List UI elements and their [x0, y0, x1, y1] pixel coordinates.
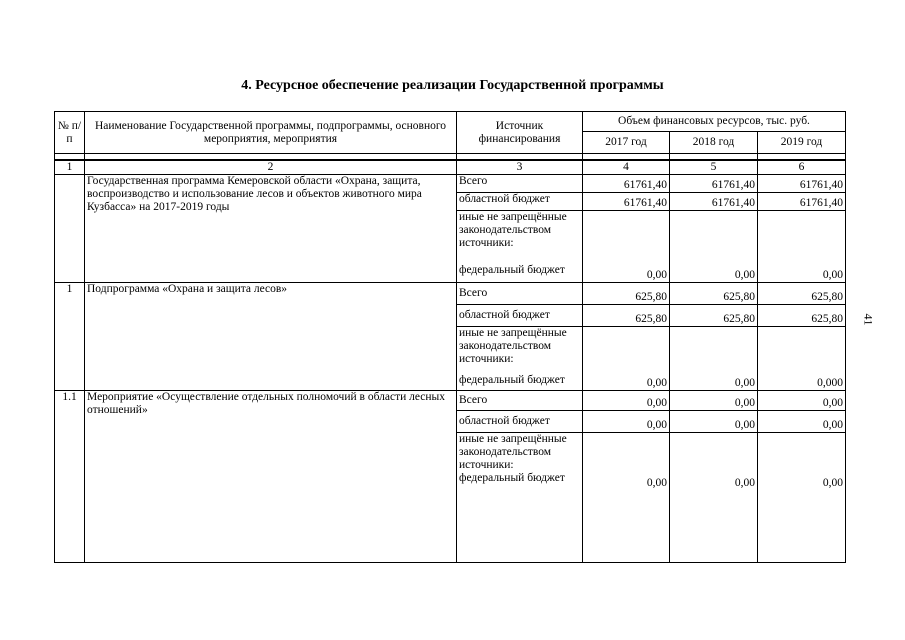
value-cell: 0,00: [670, 432, 758, 562]
value-cell: 625,80: [670, 282, 758, 304]
page-number: 41: [861, 313, 876, 326]
source-cell: Всего: [457, 174, 583, 192]
value-cell: 0,000: [758, 326, 846, 390]
value-cell: 61761,40: [758, 192, 846, 210]
col-number: 2: [85, 160, 457, 175]
header-source: Источник финансирования: [457, 112, 583, 154]
row-num: 1.1: [55, 390, 85, 562]
value-cell: 0,00: [670, 410, 758, 432]
source-cell: областной бюджет: [457, 192, 583, 210]
value-cell: 61761,40: [670, 174, 758, 192]
page-title: 4. Ресурсное обеспечение реализации Государственной программы: [241, 78, 664, 93]
value-cell: 625,80: [670, 304, 758, 326]
value-cell: 0,00: [670, 210, 758, 282]
source-cell: Всего: [457, 390, 583, 410]
value-cell: 0,00: [670, 326, 758, 390]
value-cell: 0,00: [583, 210, 670, 282]
source-cell: областной бюджет: [457, 410, 583, 432]
value-cell: 0,00: [583, 326, 670, 390]
value-cell: 625,80: [758, 304, 846, 326]
value-cell: 0,00: [583, 410, 670, 432]
value-cell: 61761,40: [670, 192, 758, 210]
source-cell: Всего: [457, 282, 583, 304]
table-row: [55, 390, 846, 410]
row-num: 1: [55, 282, 85, 390]
row-name: Подпрограмма «Охрана и защита лесов»: [85, 282, 457, 390]
value-cell: 61761,40: [583, 192, 670, 210]
header-year-2017: 2017 год: [583, 132, 670, 154]
source-cell: иные не запрещённые законодательством источники:: [457, 210, 583, 260]
row-num: [55, 174, 85, 282]
source-cell: иные не запрещённые законодательством источники:: [457, 326, 583, 372]
col-number: 1: [55, 160, 85, 175]
value-cell: 0,00: [583, 432, 670, 562]
value-cell: 625,80: [583, 304, 670, 326]
header-year-2019: 2019 год: [758, 132, 846, 154]
header-num: № п/п: [55, 112, 85, 154]
value-cell: 0,00: [758, 390, 846, 410]
value-cell: 0,00: [758, 410, 846, 432]
value-cell: 0,00: [758, 210, 846, 282]
source-cell: областной бюджет: [457, 304, 583, 326]
row-name: Государственная программа Кемеровской области «Охрана, защита, воспроизводство и использование лесов и объектов животного мира Кузбасса» на 2017-2019 годы: [85, 174, 457, 282]
col-number: 3: [457, 160, 583, 175]
col-number: 6: [758, 160, 846, 175]
value-cell: 61761,40: [758, 174, 846, 192]
source-cell: иные не запрещённые законодательством источники: федеральный бюджет: [457, 432, 583, 562]
col-number: 5: [670, 160, 758, 175]
table-row: [55, 174, 846, 192]
table-row: [55, 282, 846, 304]
source-cell: федеральный бюджет: [457, 260, 583, 282]
header-name: Наименование Государственной программы, подпрограммы, основного мероприятия, мероприятия: [85, 112, 457, 154]
value-cell: 625,80: [758, 282, 846, 304]
value-cell: 0,00: [758, 432, 846, 562]
value-cell: 0,00: [670, 390, 758, 410]
value-cell: 0,00: [583, 390, 670, 410]
header-year-2018: 2018 год: [670, 132, 758, 154]
value-cell: 625,80: [583, 282, 670, 304]
resource-table: [54, 111, 846, 563]
header-volume: Объем финансовых ресурсов, тыс. руб.: [583, 112, 846, 132]
col-number: 4: [583, 160, 670, 175]
value-cell: 61761,40: [583, 174, 670, 192]
source-cell: федеральный бюджет: [457, 372, 583, 390]
row-name: Мероприятие «Осуществление отдельных полномочий в области лесных отношений»: [85, 390, 457, 562]
